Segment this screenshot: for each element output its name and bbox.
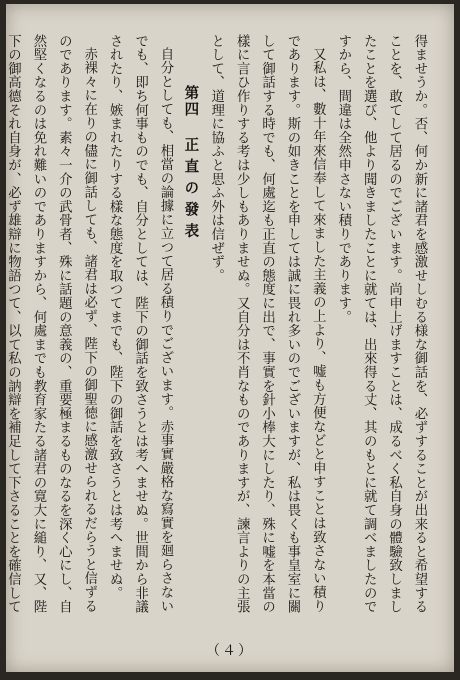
paragraph: 又私は、數十年來信奉して來ました主義の上より、嘘も方便などと申すことは致さない積りであります。斯の如きことを申しては誠に畏れ多いのでございますが、私は畏くも事皇室に關して御話する時でも、何處迄も正直の態度に出で、事實を針小棒大にしたり、殊に嘘を本當の樣に言ひ作りする考は少しもありませぬ。又自分は不肖なものでありますが、諫言よりの主張として、道理に協ふと思ふ外は信ぜず。 bbox=[208, 34, 326, 614]
body-text bbox=[5, 34, 432, 614]
document-page bbox=[6, 4, 454, 672]
paragraph: 得ませうか。否、何か新に諸君を感激せしむる様な御話を、必ずすることが出来ると希望することを、敢てして居るのでございます。尚申上げますことは、成るべく私自身の體驗致しましたことを選び、他より聞きましたことに就ては、出來得る丈、其のもとに就て調べましたのですから、間違は全然申さない積りであります。 bbox=[335, 34, 427, 614]
paragraph: 自分としても、相當の論據に立つて居る積りでございます。赤事實嚴格な寫實を廻らさないでも、即ち何事ものでも、自分としては、陛下の御話を致さうとは考へませぬ。世間から非議されたり、嫉まれたりする樣な態度を取つてまでも、陛下の御話を致さうとは考へませぬ。 bbox=[107, 34, 173, 614]
section-heading bbox=[178, 34, 203, 614]
page-number: （４） bbox=[206, 643, 254, 659]
section-title: 正直の發表 bbox=[182, 137, 200, 245]
section-number: 第四 bbox=[182, 84, 200, 118]
paragraph: 赤裸々に在りの儘に御話しても、諸君は必ず、陛下の御聖徳に感激せられるだらうと信ずるのであります。素々一介の武骨者、殊に話題の意義の、重要極まるものなるを深く心にし、自然堅くなるのは免れ難いのでありますから、何處までも教育家たる諸君の寛大に縋り、又、陛下の御高德それ自身が、必ず雄辯に物語つて、以て私の訥辯を補足して下さることを確信して bbox=[5, 34, 97, 614]
